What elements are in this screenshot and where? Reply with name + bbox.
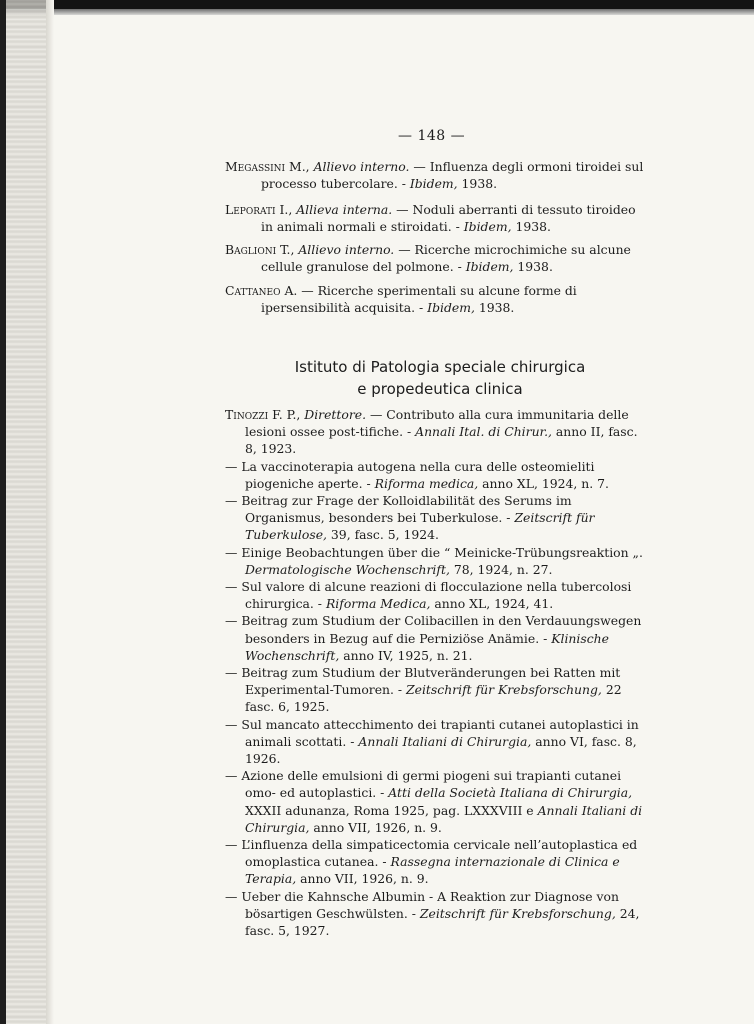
author-role: Allievo interno. [298, 242, 395, 257]
source-title: Ibidem, [463, 219, 512, 234]
source-title: Zeitschrift für Krebsforschung, [419, 905, 616, 921]
author-name: Tinozzi [225, 407, 269, 422]
author-name: Baglioni [225, 242, 277, 257]
scan-top-shadow [0, 9, 754, 15]
source-title: Riforma Medica, [325, 596, 431, 612]
list-item: — Azione delle emulsioni di germi piogeni sui trapianti cutanei omo- ed autoplastici. - Atti della Società Italiana di Chirurgia, XXXII adunanza, Roma 1925, pag. LXXXVIII e Annali Italiani di Chirurgia, anno VII, 1926, n. 9. [225, 768, 643, 835]
list-item: Tinozzi F. P., Direttore. — Contributo alla cura immunitaria delle lesioni ossee post-tifiche. - Annali Ital. di Chirur., anno II, fasc. 8, 1923. [225, 407, 638, 457]
scan-top-border [0, 0, 754, 9]
source-title: Atti della Società Italiana di Chirurgia, [388, 785, 633, 801]
bibliography-entry: Cattaneo A. — Ricerche sperimentali su alcune forme di ipersensibilità acquisita. - Ibidem, 1938. [225, 283, 577, 315]
list-item: — Sul valore di alcune reazioni di flocculazione nella tubercolosi chirurgica. - Riforma Medica, anno XL, 1924, 41. [225, 579, 632, 612]
source-title: Annali Ital. di Chirur., [415, 424, 552, 440]
page-number: — 148 — [398, 128, 466, 144]
source-title: Annali Italiani di Chirurgia, [358, 733, 532, 749]
source-title: Zeitscrift für Tuberkulose, [245, 510, 595, 543]
section-heading [230, 356, 650, 400]
bibliography-entry: Leporati I., Allieva interna. — Noduli aberranti di tessuto tiroideo in animali normali e stiroidati. - Ibidem, 1938. [225, 202, 636, 234]
list-item: — Sul mancato attecchimento dei trapianti cutanei autoplastici in animali scottati. - Annali Italiani di Chirurgia, anno VI, fasc. 8, 1926. [225, 716, 639, 767]
publication-list [225, 406, 650, 939]
source-title: Dermatologische Wochenschrift, [245, 561, 450, 577]
scan-binding-shadow [46, 0, 54, 1024]
author-name: Megassini [225, 159, 286, 174]
source-title: Ibidem, [465, 259, 514, 274]
source-title: Ibidem, [409, 176, 458, 191]
bibliography-entry: Megassini M., Allievo interno. — Influenza degli ormoni tiroidei sul processo tubercolare. - Ibidem, 1938. [225, 159, 644, 191]
list-item: — Beitrag zum Studium der Blutveränderungen bei Ratten mit Experimental-Tumoren. - Zeitschrift für Krebsforschung, 22 fasc. 6, 1925. [225, 665, 622, 715]
author-role: Direttore. [304, 407, 367, 422]
source-title-2: Annali Italiani di Chirurgia, [245, 802, 643, 835]
list-item: — La vaccinoterapia autogena nella cura delle osteomieliti piogeniche aperte. - Riforma medica, anno XL, 1924, n. 7. [225, 458, 609, 491]
scan-binding-edge [6, 0, 46, 1024]
bibliography-entry: Baglioni T., Allievo interno. — Ricerche microchimiche su alcune cellule granulose del polmone. - Ibidem, 1938. [225, 242, 631, 274]
author-role: Allievo interno. [313, 159, 410, 174]
author-name: Leporati [225, 202, 276, 217]
source-title: Zeitschrift für Krebsforschung, [406, 682, 602, 698]
list-item: — Einige Beobachtungen über die “ Meinicke-Trübungsreaktion „. Dermatologische Wochenschrift, 78, 1924, n. 27. [225, 544, 643, 577]
source-title: Klinische Wochenschrift, [245, 630, 609, 663]
section-title-line-2: e propedeutica clinica [357, 380, 523, 398]
source-title: Rassegna internazionale di Clinica e Terapia, [245, 854, 620, 887]
section-title-line-1: Istituto di Patologia speciale chirurgica [294, 358, 586, 376]
source-title: Ibidem, [427, 300, 475, 315]
author-name: Cattaneo [225, 283, 281, 298]
list-item: — Beitrag zur Frage der Kolloidlabilität des Serums im Organismus, besonders bei Tuberkulose. - Zeitscrift für Tuberkulose, 39, fasc. 5, 1924. [225, 493, 595, 543]
list-item: — L’influenza della simpaticectomia cervicale nell’autoplastica ed omoplastica cutanea. - Rassegna internazionale di Clinica e Terapia, anno VII, 1926, n. 9. [225, 837, 638, 887]
source-title: Riforma medica, [374, 475, 479, 491]
list-item: — Ueber die Kahnsche Albumin - A Reaktion zur Diagnose von bösartigen Geschwülsten. - Zeitschrift für Krebsforschung, 24, fasc. 5, 1927. [225, 888, 640, 939]
author-role: Allieva interna. [296, 202, 393, 217]
list-item: — Beitrag zum Studium der Colibacillen in den Verdauungswegen besonders in Bezug auf die Perniziöse Anämie. - Klinische Wochenschrift, anno IV, 1925, n. 21. [225, 613, 642, 663]
